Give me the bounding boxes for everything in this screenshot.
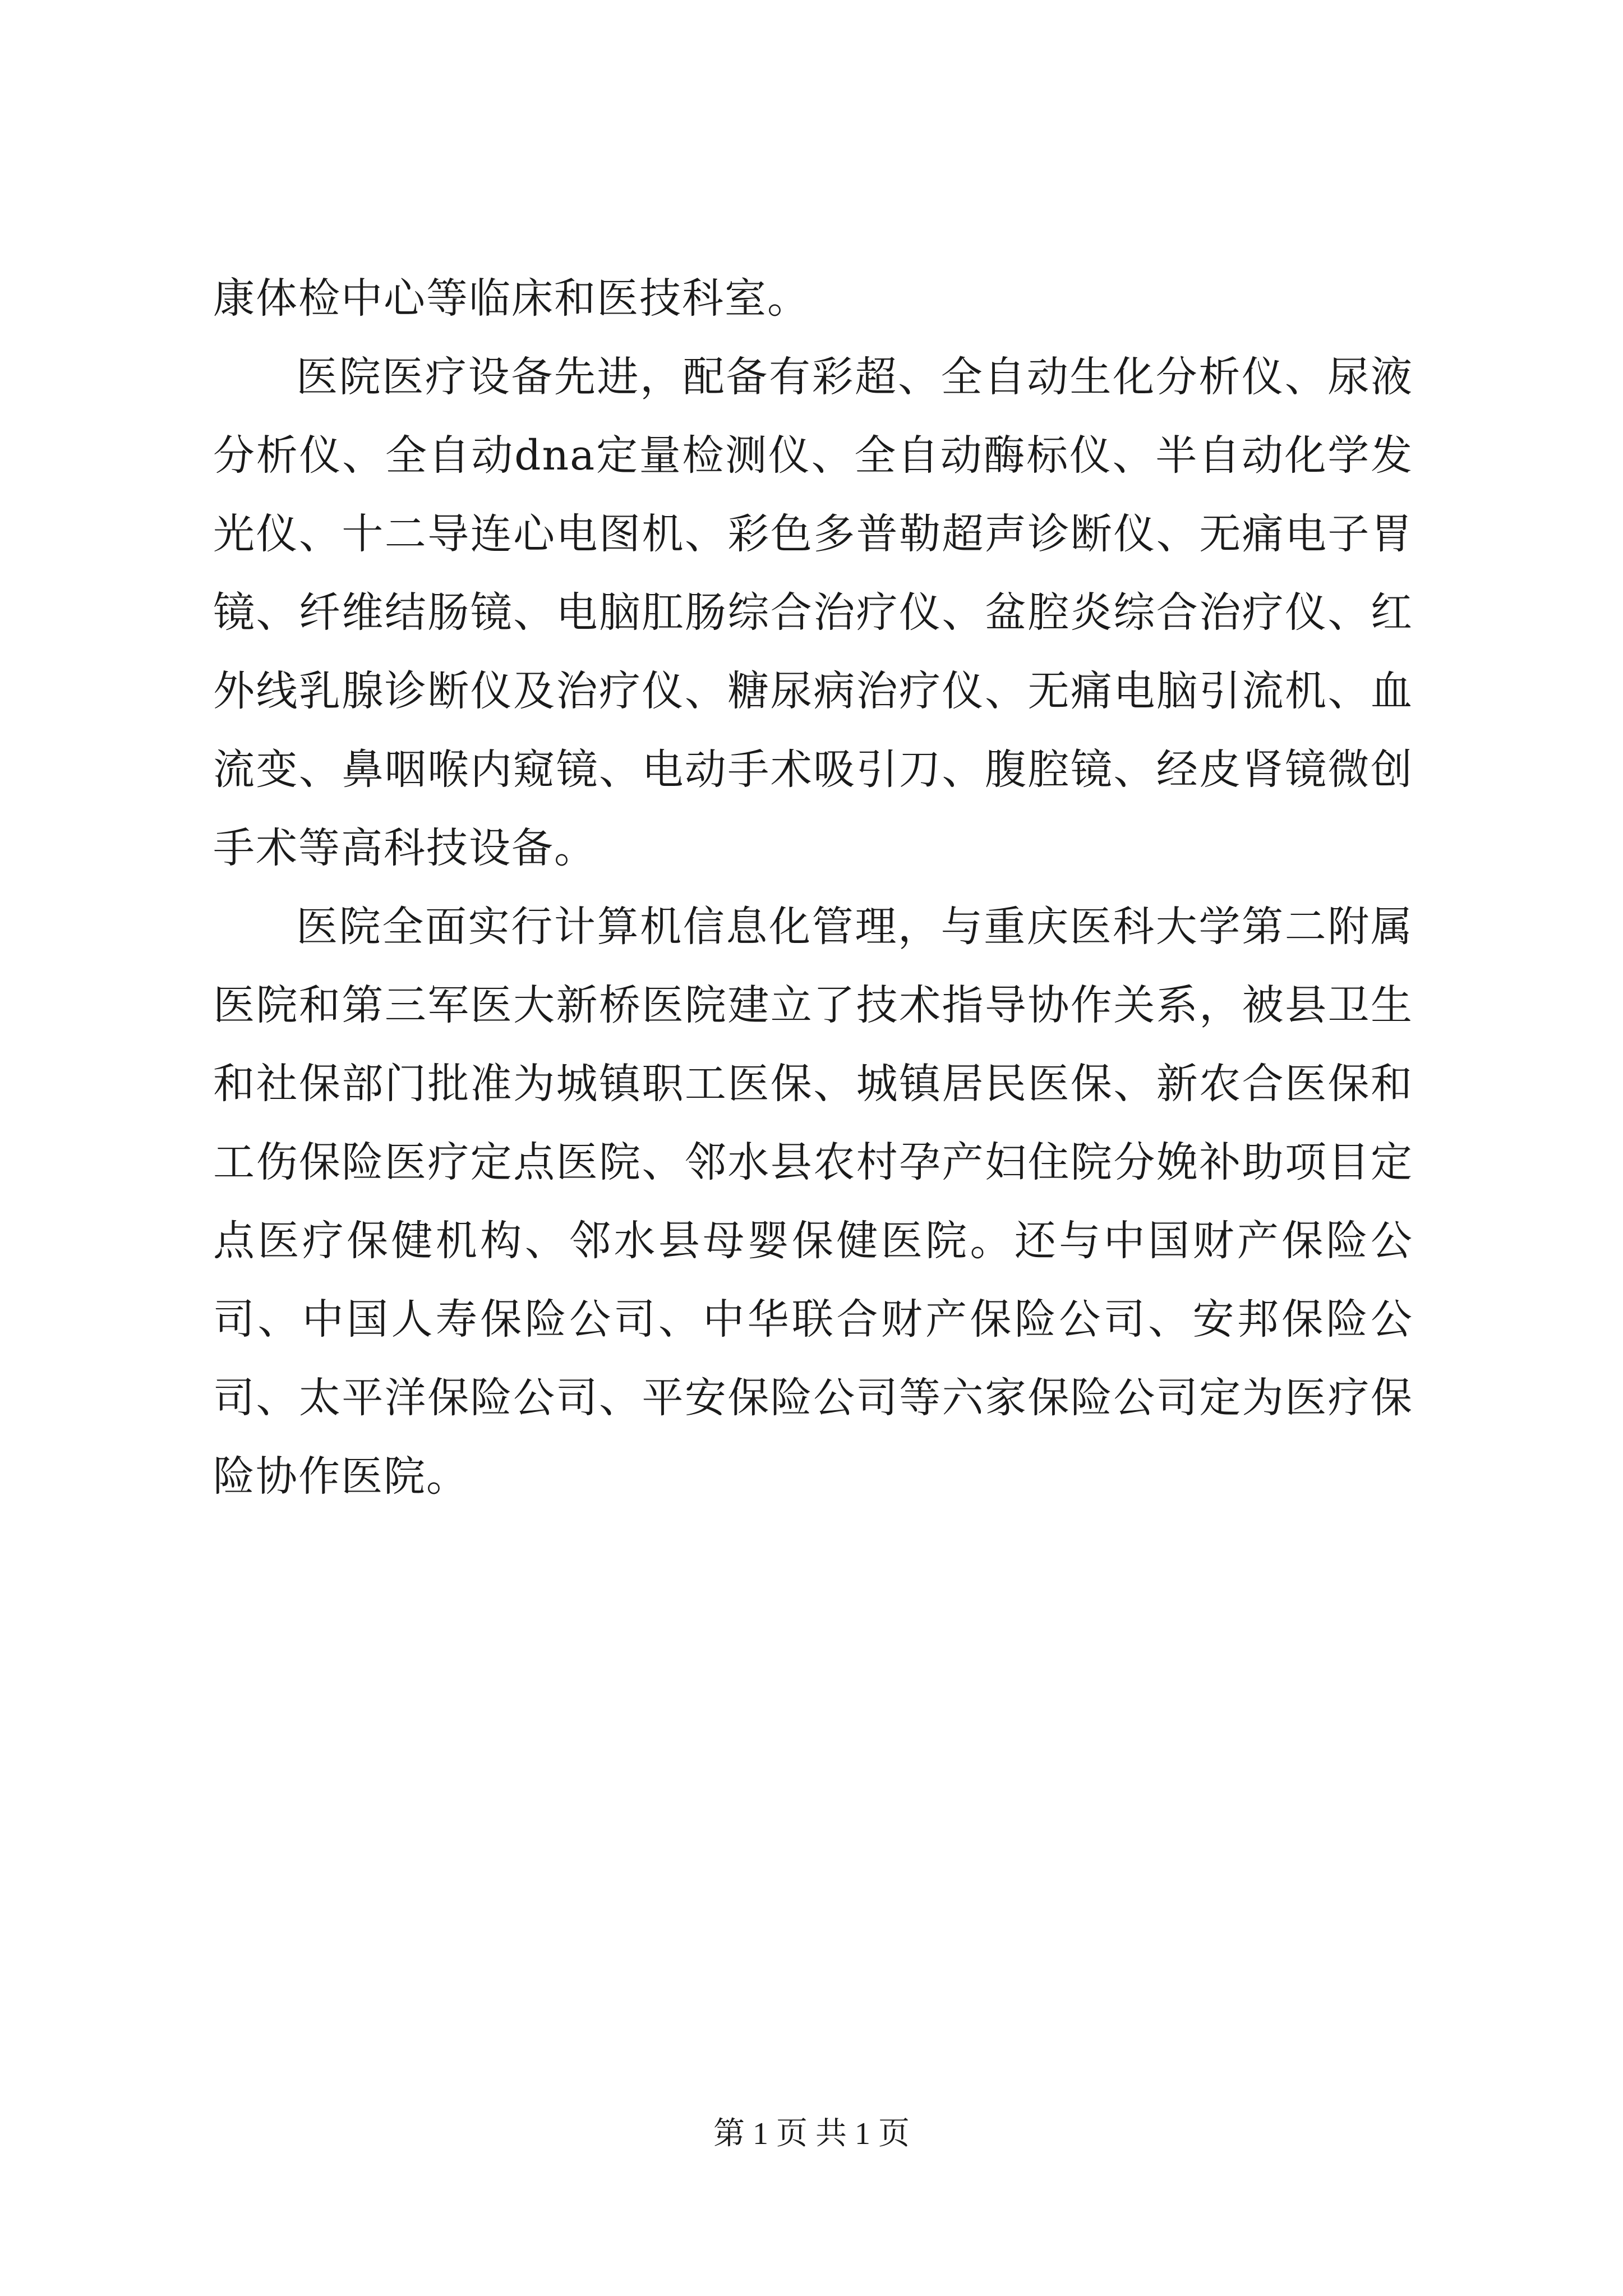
page-footer — [0, 2111, 1623, 2156]
paragraph-equipment: 医院医疗设备先进，配备有彩超、全自动生化分析仪、尿液分析仪、全自动dna定量检测仪、全自动酶标仪、半自动化学发光仪、十二导连心电图机、彩色多普勒超声诊断仪、无痛电子胃镜、纤维结肠镜、电脑肛肠综合治疗仪、盆腔炎综合治疗仪、红外线乳腺诊断仪及治疗仪、糖尿病治疗仪、无痛电脑引流机、血流变、鼻咽喉内窥镜、电动手术吸引刀、腹腔镜、经皮肾镜微创手术等高科技设备。 — [213, 353, 1413, 872]
paragraph-management: 医院全面实行计算机信息化管理，与重庆医科大学第二附属医院和第三军医大新桥医院建立了技术指导协作关系，被县卫生和社保部门批准为城镇职工医保、城镇居民医保、新农合医保和工伤保险医疗定点医院、邻水县农村孕产妇住院分娩补助项目定点医疗保健机构、邻水县母婴保健医院。还与中国财产保险公司、中国人寿保险公司、中华联合财产保险公司、安邦保险公司、太平洋保险公司、平安保险公司等六家保险公司定为医疗保险协作医院。 — [213, 903, 1413, 1501]
page-number-label: 第 1 页 共 1 页 — [713, 2116, 910, 2151]
paragraph-continuation: 康体检中心等临床和医技科室。 — [213, 274, 810, 323]
document-body — [213, 259, 1413, 1516]
